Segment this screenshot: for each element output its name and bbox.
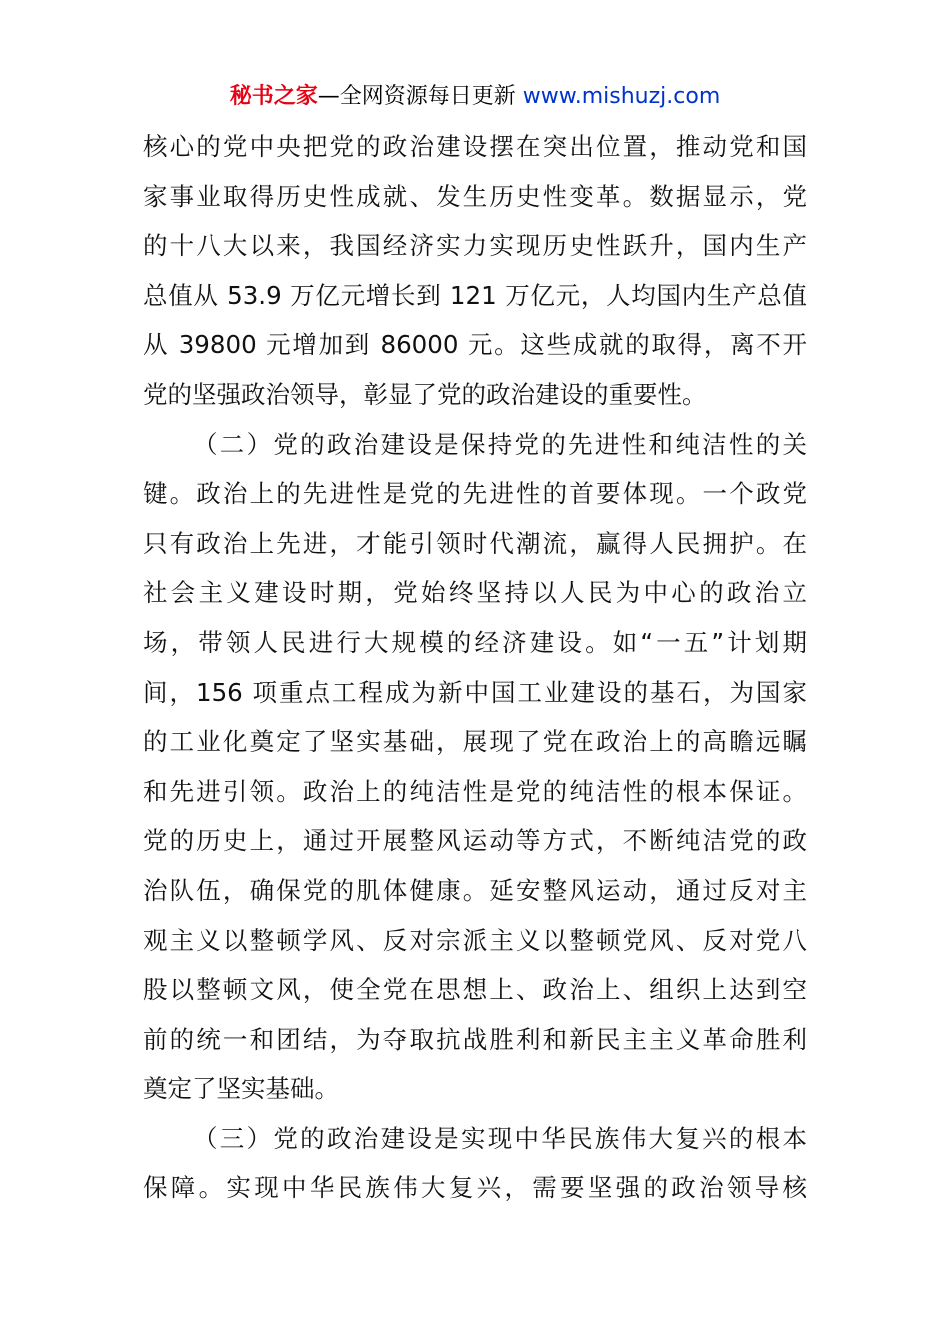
brand-name: 秘书之家 xyxy=(229,84,318,109)
document-body xyxy=(143,122,807,1213)
text-line: 的工业化奠定了坚实基础，展现了党在政治上的高瞻远瞩 xyxy=(143,727,807,757)
header-tagline: —全网资源每日更新 xyxy=(317,84,516,109)
text-line: 键。政治上的先进性是党的先进性的首要体现。一个政党 xyxy=(143,479,807,509)
section-heading-line: （二）党的政治建设是保持党的先进性和纯洁性的关 xyxy=(193,429,807,459)
text-line: 核心的党中央把党的政治建设摆在突出位置，推动党和国 xyxy=(143,132,807,161)
text-line: 治队伍，确保党的肌体健康。延安整风运动，通过反对主 xyxy=(143,875,807,905)
text-line: 保障。实现中华民族伟大复兴，需要坚强的政治领导核 xyxy=(143,1173,807,1203)
section-heading-line: （三）党的政治建设是实现中华民族伟大复兴的根本 xyxy=(193,1123,807,1153)
text-line: 党的坚强政治领导，彰显了党的政治建设的重要性。 xyxy=(143,379,707,409)
text-line: 和先进引领。政治上的纯洁性是党的纯洁性的根本保证。 xyxy=(143,776,807,806)
text-line: 间，156 项重点工程成为新中国工业建设的基石，为国家 xyxy=(143,677,807,707)
text-line: 奠定了坚实基础。 xyxy=(143,1074,339,1104)
text-line: 总值从 53.9 万亿元增长到 121 万亿元，人均国内生产总值 xyxy=(143,280,807,310)
text-line: 股以整顿文风，使全党在思想上、政治上、组织上达到空 xyxy=(143,975,807,1005)
text-line: 党的历史上，通过开展整风运动等方式，不断纯洁党的政 xyxy=(143,826,807,856)
text-line: 场，带领人民进行大规模的经济建设。如“一五”计划期 xyxy=(143,627,807,657)
website-link[interactable]: www.mishuzj.com xyxy=(522,84,721,109)
text-line: 只有政治上先进，才能引领时代潮流，赢得人民拥护。在 xyxy=(143,528,807,558)
text-line: 前的统一和团结，为夺取抗战胜利和新民主主义革命胜利 xyxy=(143,1024,807,1054)
text-line: 的十八大以来，我国经济实力实现历史性跃升，国内生产 xyxy=(143,231,807,261)
text-line: 观主义以整顿学风、反对宗派主义以整顿党风、反对党八 xyxy=(143,925,807,955)
text-line: 社会主义建设时期，党始终坚持以人民为中心的政治立 xyxy=(143,578,807,608)
page-header xyxy=(0,82,950,112)
text-line: 家事业取得历史性成就、发生历史性变革。数据显示，党 xyxy=(143,181,807,211)
text-line: 从 39800 元增加到 86000 元。这些成就的取得，离不开 xyxy=(143,330,807,360)
